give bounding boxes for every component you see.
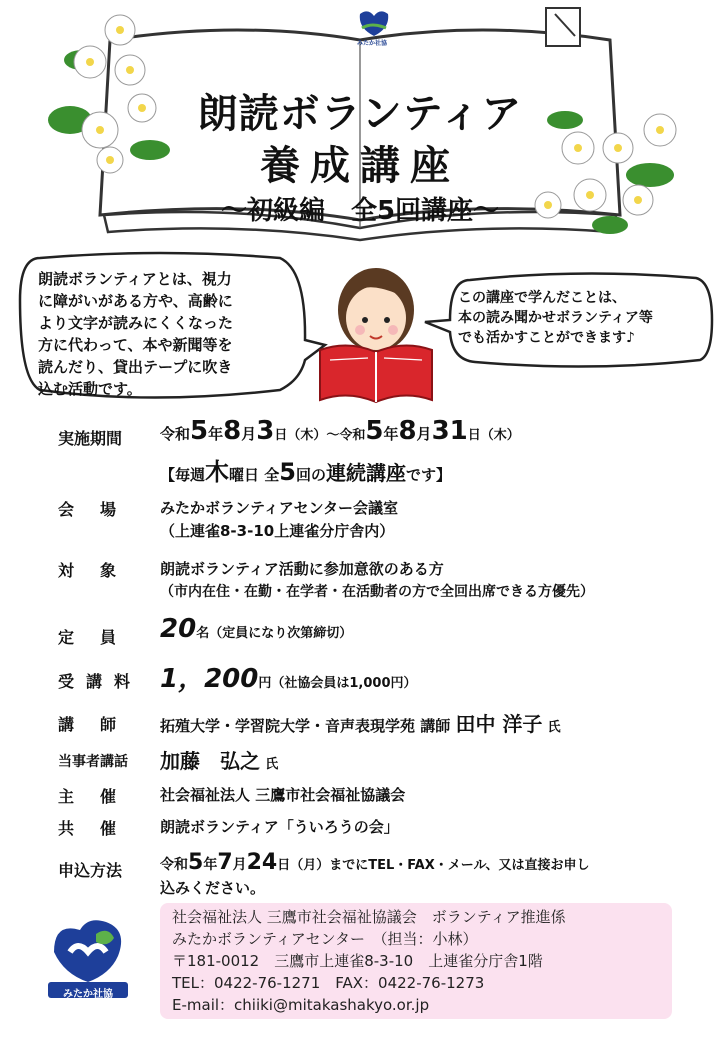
contact-line-2: みたかボランティアセンター （担当：小林） bbox=[172, 930, 478, 948]
fee-rest: 円（社協会員は1,000円） bbox=[258, 676, 417, 691]
title-line-2: 養成講座 bbox=[260, 143, 460, 189]
period-num: 8 bbox=[223, 416, 242, 446]
lecturer-label: 講師 bbox=[58, 715, 143, 734]
subnote-day: 木 bbox=[205, 458, 230, 486]
title-line-1: 朗読ボランティア bbox=[197, 91, 523, 137]
venue-line2: （上連雀8-3-10上連雀分庁舎内） bbox=[160, 522, 395, 540]
bottom-logo-label: みたか社協 bbox=[63, 989, 113, 1000]
left-bubble-line: 朗読ボランティアとは、視力 bbox=[38, 270, 232, 288]
subnote-num: 5 bbox=[279, 458, 296, 486]
lecturer-value bbox=[160, 708, 561, 737]
venue-line1: みたかボランティアセンター会議室 bbox=[160, 499, 399, 517]
fee-number: 1，200 bbox=[160, 664, 259, 694]
left-bubble-line: 込む活動です。 bbox=[38, 380, 142, 398]
lecturer-name: 田中 洋子 bbox=[455, 712, 543, 736]
girl-reading-illustration bbox=[320, 268, 432, 402]
period-label: 実施期間 bbox=[58, 429, 123, 448]
left-bubble-line: 方に代わって、本や新聞等を bbox=[38, 336, 233, 354]
left-bubble-text bbox=[38, 268, 298, 400]
capacity-value bbox=[160, 614, 352, 644]
period-num: 31 bbox=[431, 416, 468, 446]
contact-line-3: 〒181-0012 三鷹市上連雀8-3-10 上連雀分庁舎1階 bbox=[172, 952, 543, 970]
fee-label: 受講料 bbox=[58, 672, 143, 691]
speaker-suffix: 氏 bbox=[265, 757, 279, 772]
period-text: 月 bbox=[416, 425, 432, 443]
period-num: 5 bbox=[190, 416, 209, 446]
left-bubble-line: に障がいがある方や、高齢に bbox=[38, 292, 233, 310]
period-text: 令和 bbox=[160, 425, 191, 443]
speaker-name: 加藤 弘之 bbox=[160, 749, 260, 773]
period-subnote bbox=[160, 452, 451, 487]
fee-value bbox=[160, 658, 417, 695]
subnote-text: 曜日 全 bbox=[229, 466, 280, 484]
period-text: 年 bbox=[383, 425, 399, 443]
contact-line-1: 社会福祉法人 三鷹市社会福祉協議会 ボランティア推進係 bbox=[172, 908, 566, 926]
target-label: 対象 bbox=[58, 561, 143, 580]
apply-num: 24 bbox=[246, 850, 278, 875]
period-num: 5 bbox=[365, 416, 384, 446]
host-value: 社会福祉法人 三鷹市社会福祉協議会 bbox=[160, 786, 406, 804]
contact-line-4: TEL：0422-76-1271 FAX：0422-76-1273 bbox=[172, 974, 485, 992]
apply-text: 令和 bbox=[160, 857, 188, 873]
subnote-text: です】 bbox=[405, 466, 451, 484]
right-bubble-line: でも活かすことができます♪ bbox=[458, 330, 635, 346]
subnote-text: 【毎週 bbox=[160, 466, 206, 484]
period-num: 8 bbox=[398, 416, 417, 446]
right-bubble-line: この講座で学んだことは、 bbox=[458, 290, 626, 306]
period-text: 年 bbox=[208, 425, 224, 443]
capacity-number: 20 bbox=[160, 614, 197, 644]
venue-label: 会場 bbox=[58, 500, 143, 519]
left-bubble-line: 読んだり、貸出テープに吹き bbox=[38, 358, 233, 376]
apply-line1 bbox=[160, 850, 589, 875]
period-num: 3 bbox=[256, 416, 275, 446]
contact-line-5[interactable]: E-mail：chiiki@mitakashakyo.or.jp bbox=[172, 996, 430, 1014]
host-label: 主催 bbox=[58, 787, 143, 806]
right-bubble-text bbox=[458, 288, 708, 348]
top-logo-label: みたか社協 bbox=[356, 40, 387, 47]
target-line2: （市内在住・在勤・在学者・在活動者の方で全回出席できる方優先） bbox=[160, 584, 594, 600]
speaker-label: 当事者講話 bbox=[58, 754, 128, 770]
lecturer-suffix: 氏 bbox=[547, 720, 561, 735]
apply-num: 7 bbox=[217, 850, 233, 875]
subnote-text: 回の bbox=[295, 466, 326, 484]
capacity-label: 定員 bbox=[58, 628, 143, 647]
apply-text: 月 bbox=[232, 857, 247, 873]
lecturer-affiliation: 拓殖大学・学習院大学・音声表現学苑 講師 bbox=[160, 717, 451, 735]
period-text: 日（木）～令和 bbox=[274, 428, 366, 443]
apply-text: 日（月）までにTEL・FAX・メール、又は直接お申し bbox=[277, 858, 590, 873]
apply-label: 申込方法 bbox=[58, 861, 123, 880]
speaker-value bbox=[160, 745, 278, 774]
right-bubble-line: 本の読み聞かせボランティア等 bbox=[458, 310, 653, 326]
period-text: 月 bbox=[241, 425, 257, 443]
period-value bbox=[160, 416, 520, 446]
apply-num: 5 bbox=[188, 850, 204, 875]
left-bubble-line: より文字が読みにくくなった bbox=[38, 314, 234, 332]
apply-line2: 込みください。 bbox=[160, 879, 266, 897]
target-line1: 朗読ボランティア活動に参加意欲のある方 bbox=[160, 560, 444, 578]
cohost-label: 共催 bbox=[58, 819, 143, 838]
period-text: 日（木） bbox=[467, 428, 520, 443]
top-logo-mark bbox=[360, 11, 388, 36]
title-line-3: ～初級編 全5回講座～ bbox=[220, 196, 500, 226]
subnote-continuous: 連続講座 bbox=[325, 461, 406, 485]
cohost-value: 朗読ボランティア「ういろうの会」 bbox=[160, 818, 399, 836]
apply-text: 年 bbox=[203, 857, 218, 873]
capacity-rest: 名（定員になり次第締切） bbox=[196, 626, 353, 641]
